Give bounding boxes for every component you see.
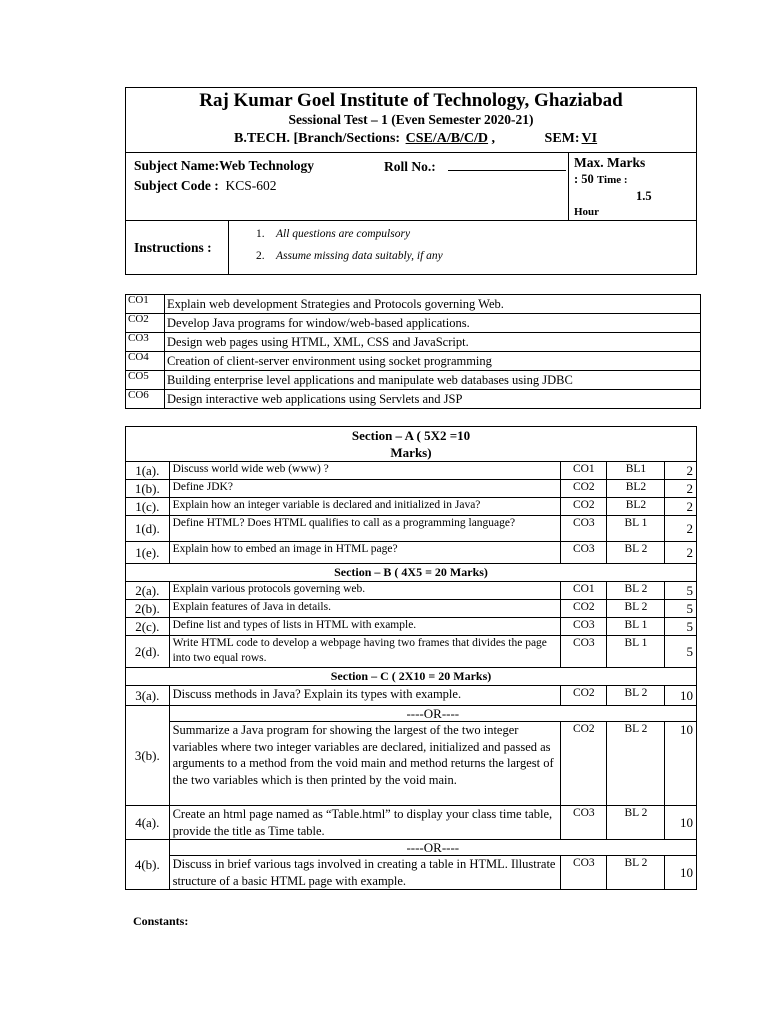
instructions-list (256, 223, 443, 267)
section-a-title-cont: Marks) (390, 445, 432, 460)
question-row (126, 636, 697, 668)
question-number: 1(d). (126, 516, 170, 542)
question-number: 1(c). (126, 498, 170, 516)
question-text: Define JDK? (169, 480, 561, 498)
question-number: 2(c). (126, 618, 170, 636)
table-row (126, 295, 701, 314)
question-text: Discuss in brief various tags involved in creating a table in HTML. Illustrate structure of a basic HTML page with example. (169, 856, 561, 890)
question-bl: BL 1 (607, 636, 665, 668)
question-text: Discuss world wide web (www) ? (169, 462, 561, 480)
question-co: CO1 (561, 462, 607, 480)
max-marks-value: : 50 (574, 172, 594, 186)
branch-line (234, 131, 597, 147)
question-row (126, 600, 697, 618)
question-number: 4(a). (126, 806, 170, 840)
time-label: Time : (596, 174, 628, 186)
question-marks: 10 (665, 722, 697, 806)
question-row (126, 462, 697, 480)
section-a-title: Section – A ( 5X2 =10 (351, 428, 471, 443)
question-number: 2(b). (126, 600, 170, 618)
course-outcomes-table (125, 294, 701, 409)
divider (126, 220, 696, 221)
question-bl: BL2 (607, 498, 665, 516)
question-co: CO2 (561, 600, 607, 618)
co-text: Design web pages using HTML, XML, CSS and JavaScript. (165, 333, 701, 352)
question-co: CO3 (561, 636, 607, 668)
question-marks: 2 (665, 480, 697, 498)
question-bl: BL 2 (607, 582, 665, 600)
question-co: CO3 (561, 806, 607, 840)
question-row (126, 722, 697, 806)
table-row (126, 333, 701, 352)
instruction-item: 2. Assume missing data suitably, if any (256, 250, 443, 262)
branch-value: CSE/A/B/C/D (405, 131, 489, 146)
sem-value: VI (581, 131, 598, 146)
question-marks: 2 (665, 498, 697, 516)
question-co: CO2 (561, 722, 607, 806)
question-bl: BL 2 (607, 722, 665, 806)
time-value: 1.5 (636, 189, 652, 203)
question-co: CO1 (561, 582, 607, 600)
instruction-item: 1. All questions are compulsory (256, 228, 411, 240)
co-code: CO6 (126, 390, 165, 409)
test-title: Sessional Test – 1 (Even Semester 2020-21) (288, 112, 534, 127)
constants-label: Constants: (133, 914, 189, 928)
question-marks: 2 (665, 542, 697, 564)
subject-name-label: Subject Name: (134, 158, 220, 173)
question-row (126, 582, 697, 600)
question-co: CO3 (561, 516, 607, 542)
question-bl: BL 2 (607, 686, 665, 706)
question-text: Discuss methods in Java? Explain its types with example. (169, 686, 561, 706)
question-co: CO2 (561, 498, 607, 516)
question-text: Define HTML? Does HTML qualifies to call as a programming language? (169, 516, 561, 542)
question-number: 2(a). (126, 582, 170, 600)
divider (228, 220, 229, 275)
questions-table (125, 426, 697, 890)
question-bl: BL 2 (607, 600, 665, 618)
question-co: CO2 (561, 480, 607, 498)
time-unit: Hour (574, 206, 600, 218)
co-code: CO2 (126, 314, 165, 333)
question-row (126, 686, 697, 706)
question-row (126, 542, 697, 564)
question-number: 3(b). (126, 706, 170, 806)
question-text: Summarize a Java program for showing the largest of the two integer variables where two integer variables are declared, initialized and passed as arguments to a method from the void main and method returns the largest of the two variables which is then printed by the void main. (169, 722, 561, 806)
or-separator: ----OR---- (169, 840, 696, 856)
question-row (126, 498, 697, 516)
question-marks: 5 (665, 582, 697, 600)
question-number: 3(a). (126, 686, 170, 706)
table-row (126, 371, 701, 390)
question-bl: BL 1 (607, 618, 665, 636)
co-code: CO4 (126, 352, 165, 371)
sem-label: SEM: (544, 131, 580, 146)
subject-name (134, 158, 314, 174)
question-marks: 10 (665, 806, 697, 840)
co-text: Design interactive web applications using Servlets and JSP (165, 390, 701, 409)
question-marks: 5 (665, 600, 697, 618)
question-bl: BL 2 (607, 856, 665, 890)
institute-name: Raj Kumar Goel Institute of Technology, Ghaziabad (199, 90, 623, 111)
subject-code-value: KCS-602 (225, 178, 277, 193)
question-co: CO3 (561, 856, 607, 890)
question-text: Explain various protocols governing web. (169, 582, 561, 600)
question-row (126, 806, 697, 840)
question-marks: 10 (665, 856, 697, 890)
question-row (126, 516, 697, 542)
btech-prefix: B.TECH. [Branch/Sections: (234, 131, 401, 146)
co-text: Building enterprise level applications and manipulate web databases using JDBC (165, 371, 701, 390)
question-number: 1(e). (126, 542, 170, 564)
question-bl: BL1 (607, 462, 665, 480)
or-separator: ----OR---- (169, 706, 696, 722)
instructions-label: Instructions : (134, 240, 212, 255)
question-text: Explain how to embed an image in HTML page? (169, 542, 561, 564)
or-row (126, 706, 697, 722)
question-marks: 5 (665, 636, 697, 668)
roll-number (384, 158, 566, 175)
question-bl: BL 1 (607, 516, 665, 542)
question-text: Explain features of Java in details. (169, 600, 561, 618)
question-row (126, 480, 697, 498)
question-marks: 5 (665, 618, 697, 636)
section-a-header (126, 427, 697, 462)
question-marks: 10 (665, 686, 697, 706)
divider (568, 152, 569, 220)
max-marks-time (574, 155, 694, 220)
question-text: Create an html page named as “Table.html” to display your class time table, provide the title as Time table. (169, 806, 561, 840)
question-number: 4(b). (126, 840, 170, 890)
question-co: CO3 (561, 542, 607, 564)
co-code: CO3 (126, 333, 165, 352)
question-bl: BL2 (607, 480, 665, 498)
btech-suffix: , (491, 131, 496, 146)
co-text: Explain web development Strategies and Protocols governing Web. (165, 295, 701, 314)
question-bl: BL 2 (607, 542, 665, 564)
co-code: CO5 (126, 371, 165, 390)
co-code: CO1 (126, 295, 165, 314)
roll-blank (448, 158, 566, 171)
question-row (126, 618, 697, 636)
subject-code-label: Subject Code : (134, 178, 219, 193)
table-row (126, 390, 701, 409)
question-bl: BL 2 (607, 806, 665, 840)
co-text: Develop Java programs for window/web-based applications. (165, 314, 701, 333)
exam-header (125, 87, 697, 275)
question-number: 1(b). (126, 480, 170, 498)
question-text: Explain how an integer variable is declared and initialized in Java? (169, 498, 561, 516)
co-text: Creation of client-server environment using socket programming (165, 352, 701, 371)
table-row (126, 314, 701, 333)
question-row (126, 856, 697, 890)
divider (126, 152, 696, 153)
max-marks-label: Max. Marks (574, 155, 646, 170)
subject-name-value: Web Technology (219, 158, 315, 173)
table-row (126, 352, 701, 371)
section-c-header: Section – C ( 2X10 = 20 Marks) (126, 668, 697, 686)
question-text: Define list and types of lists in HTML with example. (169, 618, 561, 636)
question-number: 1(a). (126, 462, 170, 480)
question-marks: 2 (665, 516, 697, 542)
question-number: 2(d). (126, 636, 170, 668)
subject-code (134, 178, 277, 194)
section-b-header: Section – B ( 4X5 = 20 Marks) (126, 564, 697, 582)
question-text: Write HTML code to develop a webpage having two frames that divides the page into two equal rows. (169, 636, 561, 668)
roll-label: Roll No.: (384, 159, 436, 174)
question-co: CO3 (561, 618, 607, 636)
question-marks: 2 (665, 462, 697, 480)
question-co: CO2 (561, 686, 607, 706)
or-row (126, 840, 697, 856)
